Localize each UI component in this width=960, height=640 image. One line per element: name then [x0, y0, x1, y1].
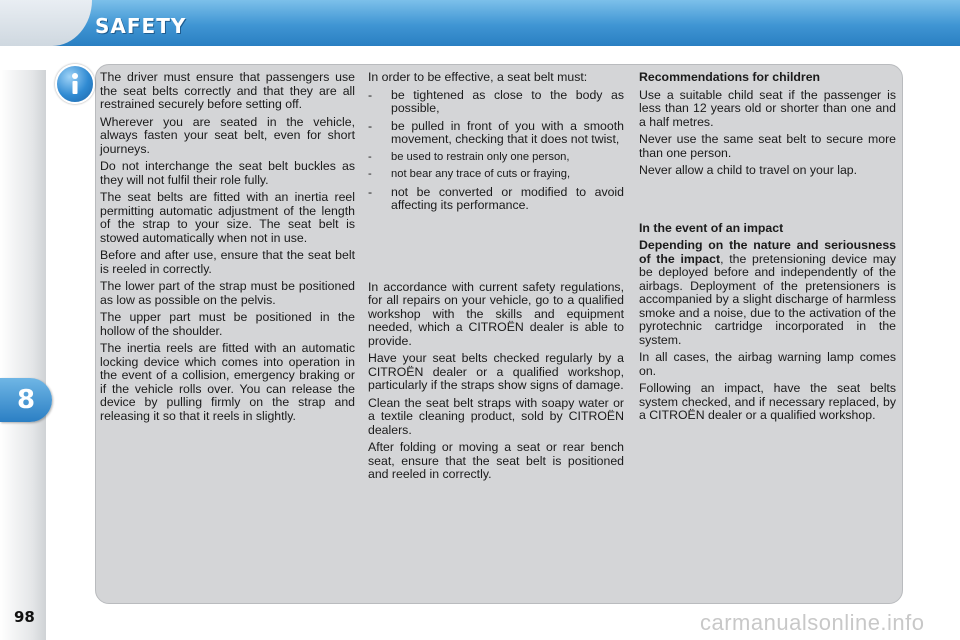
header-bar: [0, 0, 960, 46]
paragraph: Never use the same seat belt to secure more than one person.: [639, 132, 896, 160]
side-strip: [0, 70, 46, 640]
column-3: [639, 71, 896, 427]
paragraph: [639, 239, 896, 347]
list-item: - not bear any trace of cuts or fraying,: [368, 168, 571, 180]
list-item: - be pulled in front of you with a smooth movement, checking that it does not twist,: [368, 118, 624, 146]
paragraph: Wherever you are seated in the vehicle, always fasten your seat belt, even for short journeys.: [100, 114, 355, 156]
paragraph: Never allow a child to travel on your lap.: [639, 163, 858, 177]
list-item: - be used to restrain only one person,: [368, 150, 570, 163]
list-item: - not be converted or modified to avoid affecting its performance.: [368, 184, 624, 212]
column-1: [100, 71, 355, 427]
page-number: 98: [14, 608, 35, 626]
paragraph: The inertia reels are fitted with an automatic locking device which comes into operation in the event of a collision, emergency braking or if the vehicle rolls over. You can release the device by pulling firmly on the strap and releasing it so that it reels in slightly.: [100, 341, 355, 423]
paragraph: After folding or moving a seat or rear bench seat, ensure that the seat belt is positioned and reeled in correctly.: [368, 440, 624, 481]
paragraph: The upper part must be positioned in the hollow of the shoulder.: [100, 310, 355, 338]
impact-lead: Depending on the nature and seriousness of the impact: [639, 238, 896, 266]
column-2: [368, 71, 624, 486]
paragraph: In accordance with current safety regulations, for all repairs on your vehicle, go to a qualified workshop with the skills and equipment needed, which a CITROËN dealer is able to provide.: [368, 279, 624, 348]
impact-text: , the pretensioning device may be deployed before and independently of the airbags. Deployment of the pretensioners is accompanied by a slight discharge of harmless smoke and a noise, due to the activation of the pyrotechnic cartridge incorporated in the system.: [639, 251, 896, 347]
paragraph: Use a suitable child seat if the passenger is less than 12 years old or shorter than one and a half metres.: [639, 87, 896, 129]
section-heading-children: Recommendations for children: [639, 70, 821, 84]
section-heading-impact: In the event of an impact: [639, 220, 784, 235]
requirements-list: [368, 89, 624, 213]
paragraph: Clean the seat belt straps with soapy water or a textile cleaning product, sold by CITROËN dealers.: [368, 395, 624, 437]
paragraph: Have your seat belts checked regularly by a CITROËN dealer or a qualified workshop, particularly if the straps show signs of damage.: [368, 351, 624, 392]
paragraph: Do not interchange the seat belt buckles as they will not fulfil their role fully.: [100, 159, 355, 187]
info-icon: [55, 64, 95, 104]
paragraph: Following an impact, have the seat belts system checked, and if necessary replaced, by a CITROËN dealer or a qualified workshop.: [639, 381, 896, 422]
paragraph: The seat belts are fitted with an inertia reel permitting automatic adjustment of the length of the strap to your size. The seat belt is stowed automatically when not in use.: [100, 190, 355, 245]
page-title: SAFETY: [95, 14, 187, 38]
paragraph: In all cases, the airbag warning lamp comes on.: [639, 350, 896, 378]
paragraph: The driver must ensure that passengers use the seat belts correctly and that they are all restrained securely before setting off.: [100, 70, 355, 111]
list-item: - be tightened as close to the body as possible,: [368, 87, 624, 115]
header-tab: [0, 0, 92, 46]
chapter-tab: 8: [0, 378, 52, 422]
list-intro: In order to be effective, a seat belt must:: [368, 70, 588, 84]
paragraph: The lower part of the strap must be positioned as low as possible on the pelvis.: [100, 279, 355, 307]
paragraph: Before and after use, ensure that the seat belt is reeled in correctly.: [100, 248, 355, 276]
watermark: carmanualsonline.info: [700, 610, 925, 635]
